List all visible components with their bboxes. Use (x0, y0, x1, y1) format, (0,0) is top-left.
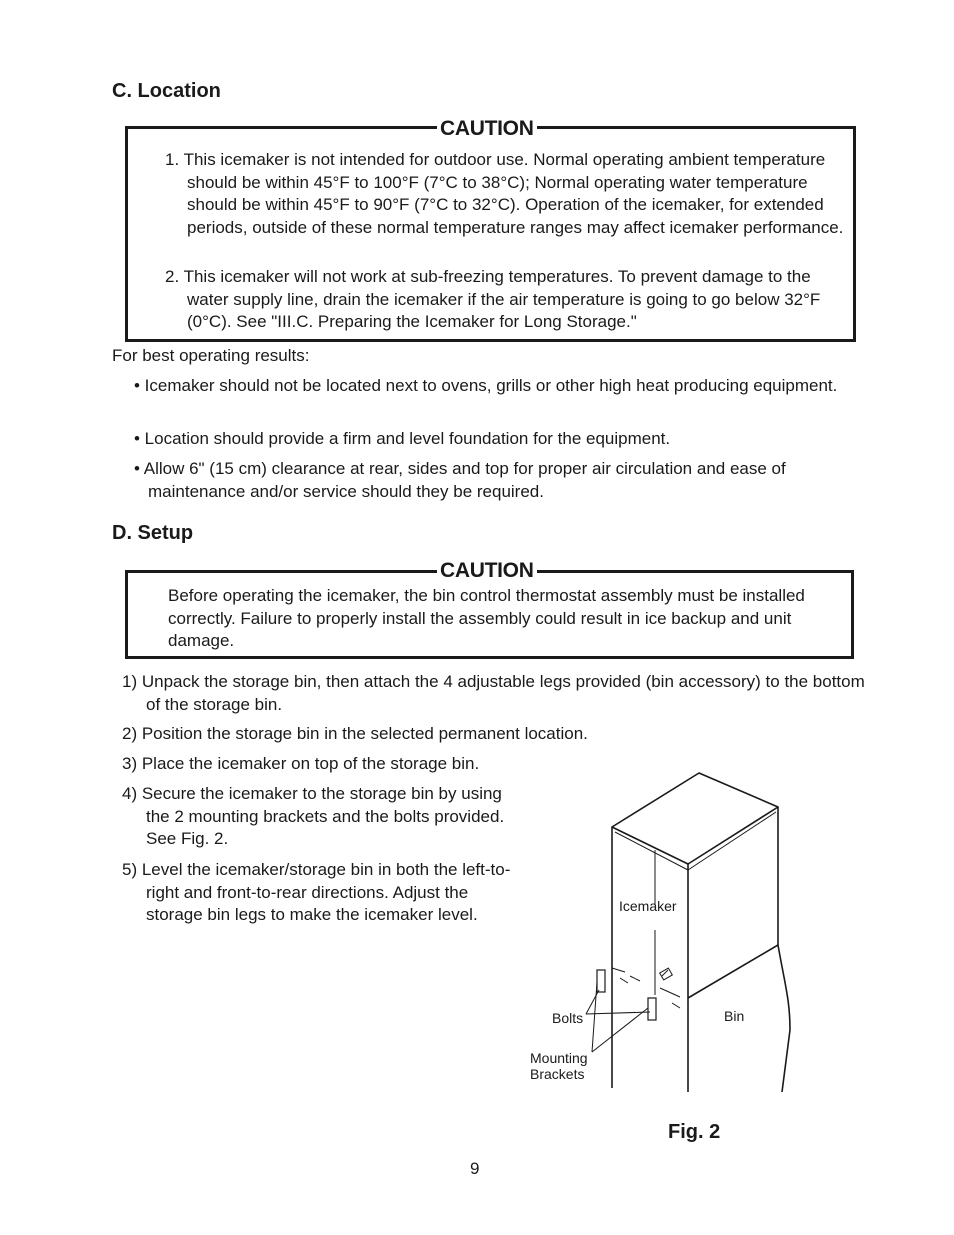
best-results-intro: For best operating results: (112, 346, 310, 365)
caution-title-location: CAUTION (437, 117, 537, 141)
label-brackets: Brackets (530, 1066, 585, 1082)
setup-step: 2) Position the storage bin in the selected permanent location. (122, 724, 588, 743)
page-number: 9 (470, 1159, 480, 1178)
label-mounting: Mounting (530, 1050, 588, 1066)
setup-step: 5) Level the icemaker/storage bin in both the left-to-right and front-to-rear directions. Adjust the storage bin legs to make the icemaker level. (122, 860, 511, 924)
bullet-item: • Icemaker should not be located next to ovens, grills or other high heat producing equipment. (134, 376, 838, 395)
bullet-item: • Allow 6" (15 cm) clearance at rear, sides and top for proper air circulation and ease of maintenance and/or service should they be required. (134, 459, 786, 501)
bullet-item: • Location should provide a firm and level foundation for the equipment. (134, 429, 671, 448)
label-bolts: Bolts (552, 1010, 584, 1026)
setup-caution-text: Before operating the icemaker, the bin control thermostat assembly must be installed correctly. Failure to properly install the assembly could result in ice backup and unit damage. (168, 586, 805, 650)
caution-item-1: 1. This icemaker is not intended for outdoor use. Normal operating ambient temperature should be within 45°F to 100°F (7°C to 38°C); Normal operating water temperature should be within 45°F to 90°F (7°C to 32°C). Operation of the icemaker, for extended periods, outside of these normal temperature ranges may affect icemaker performance. (165, 150, 844, 237)
setup-step: 1) Unpack the storage bin, then attach the 4 adjustable legs provided (bin accessory) to the bottom of the storage bin. (122, 672, 865, 714)
setup-step: 3) Place the icemaker on top of the storage bin. (122, 754, 480, 773)
section-c-heading: C. Location (112, 80, 221, 102)
caution-item-2: 2. This icemaker will not work at sub-freezing temperatures. To prevent damage to the water supply line, drain the icemaker if the air temperature is going to go below 32°F (0°C). See "III.C. Preparing the Icemaker for Long Storage." (165, 267, 821, 331)
label-icemaker: Icemaker (619, 898, 677, 914)
setup-step: 4) Secure the icemaker to the storage bin by using the 2 mounting brackets and the bolts provided. See Fig. 2. (122, 784, 505, 848)
figure-caption: Fig. 2 (668, 1121, 721, 1143)
caution-title-setup: CAUTION (437, 559, 537, 583)
section-d-heading: D. Setup (112, 522, 194, 544)
label-bin: Bin (724, 1008, 745, 1024)
